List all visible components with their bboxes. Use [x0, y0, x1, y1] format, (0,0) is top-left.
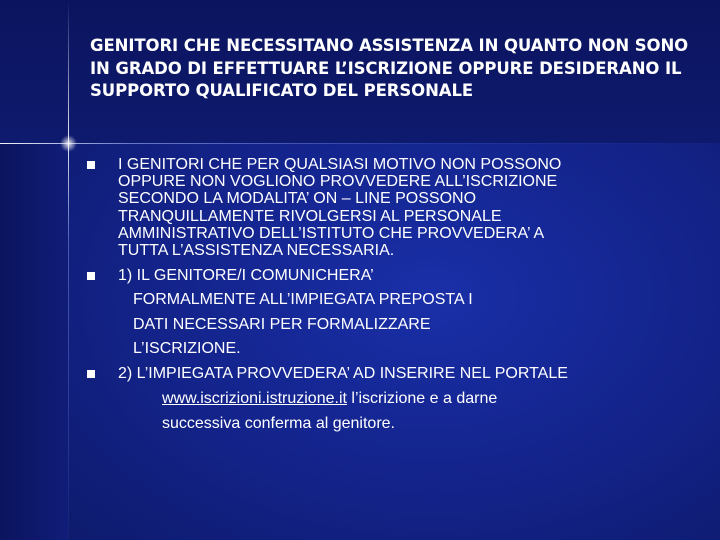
bullet-icon [87, 272, 95, 280]
left-band [0, 143, 68, 540]
bullet-1-line-6: TUTTA L’ASSISTENZA NECESSARIA. [118, 242, 395, 260]
bullet-item-2 [87, 267, 707, 357]
bullet-1-line-5: AMMINISTRATIVO DELL’ISTITUTO CHE PROVVEDERA’ A [118, 224, 545, 242]
sparkle-decoration [60, 135, 77, 152]
portal-link[interactable]: www.iscrizioni.istruzione.it [162, 390, 347, 408]
bullet-icon [87, 370, 95, 378]
slide-title: GENITORI CHE NECESSITANO ASSISTENZA IN QUANTO NON SONO IN GRADO DI EFFETTUARE L’ISCRIZIONE OPPURE DESIDERANO IL SUPPORTO QUALIFICATO DEL PERSONALE [90, 36, 689, 100]
bullet-list [87, 156, 707, 433]
bullet-1-line-4: TRANQUILLAMENTE RIVOLGERSI AL PERSONALE [118, 207, 502, 225]
bullet-3-line-2 [118, 390, 707, 407]
bullet-3-after-link: l’iscrizione e a darne [346, 390, 498, 408]
bullet-2-line-4: L’ISCRIZIONE. [133, 339, 241, 357]
bullet-item-3 [87, 365, 707, 433]
bullet-2-line-1: 1) IL GENITORE/I COMUNICHERA’ [118, 267, 374, 285]
bullet-2-line-2: FORMALMENTE ALL’IMPIEGATA PREPOSTA I [133, 291, 473, 309]
bullet-3-line-1: 2) L’IMPIEGATA PROVVEDERA’ AD INSERIRE NEL PORTALE [118, 365, 568, 383]
bullet-1-line-2: OPPURE NON VOGLIONO PROVVEDERE ALL’ISCRIZIONE [118, 173, 558, 191]
bullet-2-line-3: DATI NECESSARI PER FORMALIZZARE [133, 315, 431, 333]
vertical-accent-line [68, 0, 69, 540]
bullet-item-1 [87, 156, 707, 259]
bullet-1-line-3: SECONDO LA MODALITA’ ON – LINE POSSONO [118, 190, 477, 208]
bullet-3-line-3: successiva conferma al genitore. [162, 415, 395, 433]
bullet-1-line-1: I GENITORI CHE PER QUALSIASI MOTIVO NON POSSONO [118, 156, 562, 173]
bullet-icon [87, 161, 95, 169]
horizontal-accent-line [0, 143, 720, 144]
